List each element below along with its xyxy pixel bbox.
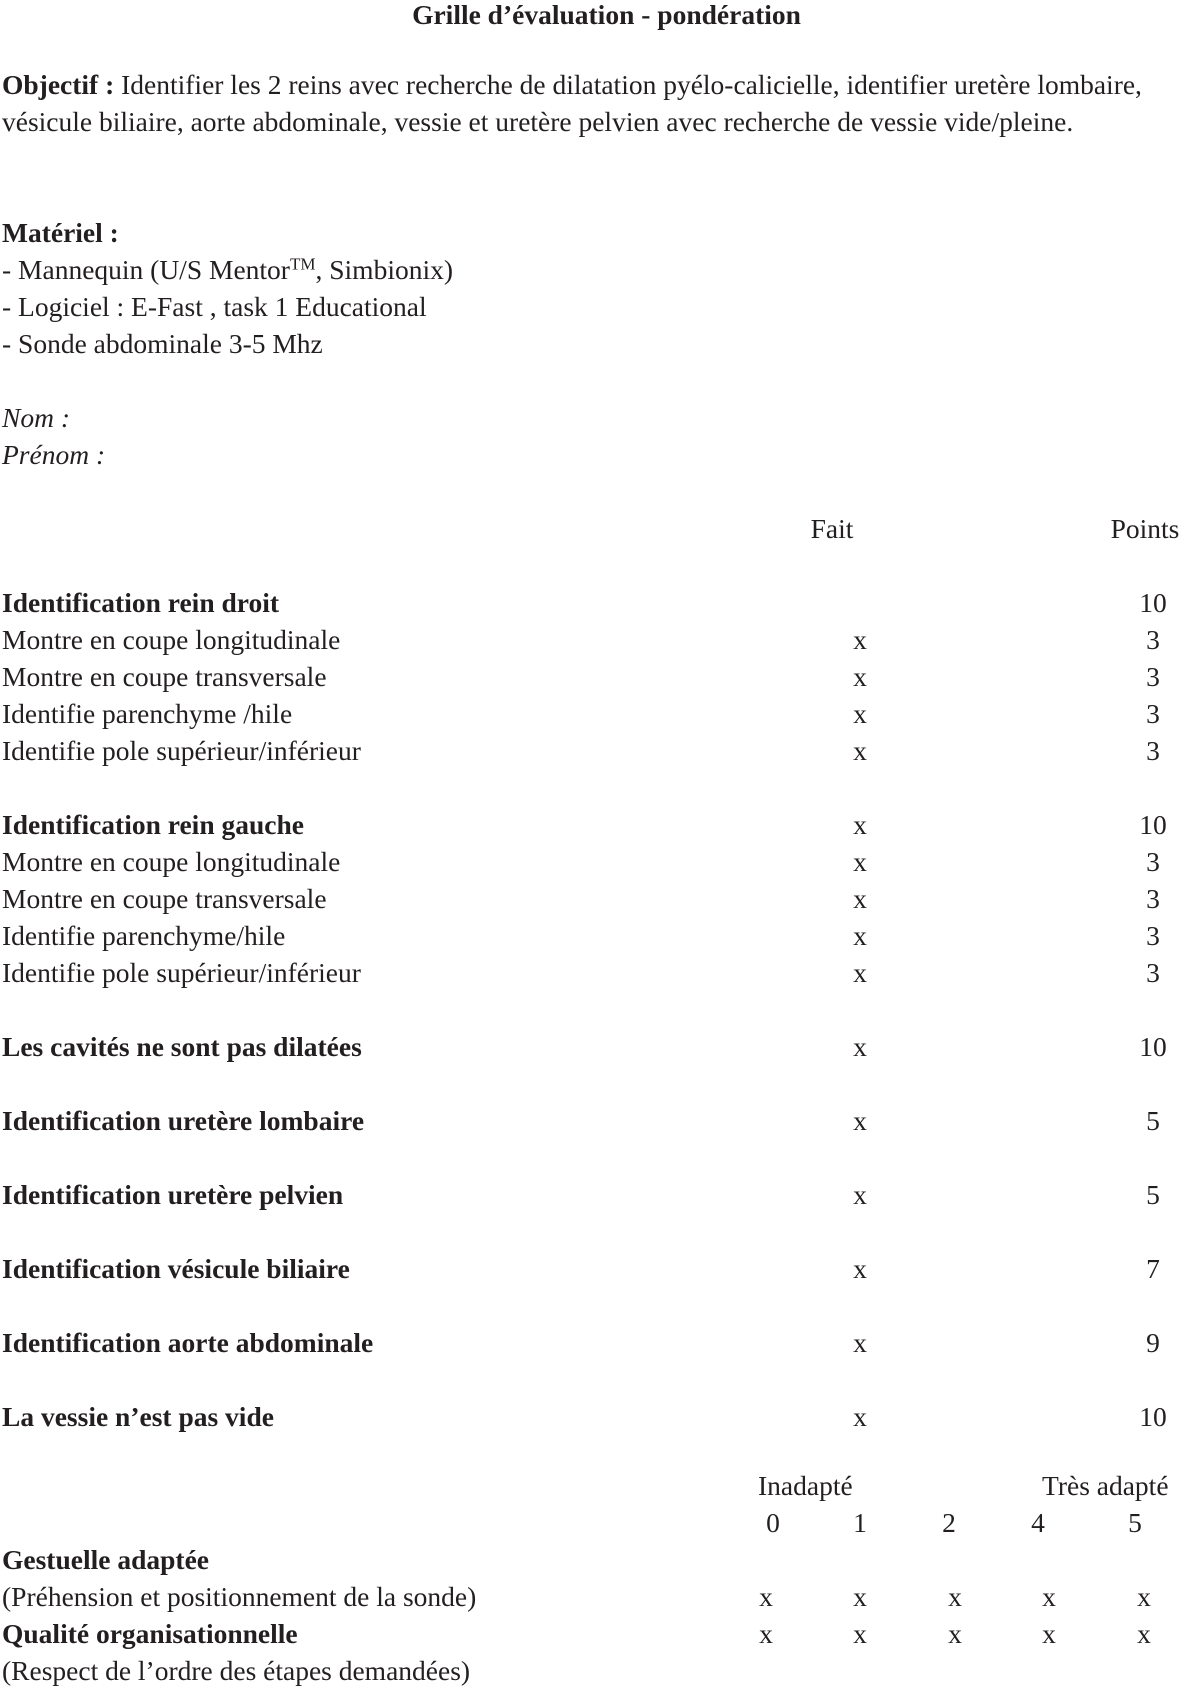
gestuelle-mark-2[interactable]: x (948, 1581, 962, 1612)
criterion-label: Montre en coupe longitudinale (2, 624, 341, 655)
materials-item-mannequin (2, 251, 453, 288)
criterion-label: Montre en coupe transversale (2, 661, 327, 692)
criterion-label: Identification vésicule biliaire (2, 1253, 350, 1284)
criterion-fait-mark[interactable]: x (853, 846, 867, 877)
organisation-mark-0[interactable]: x (759, 1618, 773, 1649)
materials-item-mannequin-brand: , Simbionix) (315, 254, 454, 285)
assessment-gestuelle-title: Gestuelle adaptée (2, 1544, 209, 1575)
criterion-points: 3 (1146, 920, 1160, 951)
organisation-mark-1[interactable]: x (853, 1618, 867, 1649)
criterion-points: 10 (1139, 809, 1167, 840)
prenom-label: Prénom : (2, 439, 106, 470)
materials-label: Matériel : (2, 217, 119, 248)
scale-value-5: 5 (1128, 1507, 1142, 1538)
organisation-mark-2[interactable]: x (948, 1618, 962, 1649)
criterion-label: Identifie pole supérieur/inférieur (2, 957, 361, 988)
scale-value-2: 2 (942, 1507, 956, 1538)
column-header-points: Points (1110, 513, 1180, 544)
criterion-fait-mark[interactable]: x (853, 1179, 867, 1210)
criterion-fait-mark[interactable]: x (853, 1327, 867, 1358)
criterion-points: 3 (1146, 735, 1160, 766)
objective-paragraph (2, 66, 1200, 140)
criterion-fait-mark[interactable]: x (853, 1031, 867, 1062)
criterion-fait-mark[interactable]: x (853, 735, 867, 766)
materials-item-mannequin-text: - Mannequin (U/S Mentor (2, 254, 290, 285)
organisation-mark-5[interactable]: x (1137, 1618, 1151, 1649)
criterion-points: 10 (1139, 587, 1167, 618)
objective-label: Objectif : (2, 69, 115, 100)
gestuelle-mark-1[interactable]: x (853, 1581, 867, 1612)
gestuelle-mark-4[interactable]: x (1042, 1581, 1056, 1612)
criterion-label: Identification aorte abdominale (2, 1327, 374, 1358)
criterion-label: Les cavités ne sont pas dilatées (2, 1031, 362, 1062)
assessment-organisation-title: Qualité organisationnelle (2, 1618, 298, 1649)
criterion-points: 3 (1146, 883, 1160, 914)
criterion-points: 7 (1146, 1253, 1160, 1284)
materials-item-software: - Logiciel : E-Fast , task 1 Educational (2, 291, 427, 322)
gestuelle-mark-5[interactable]: x (1137, 1581, 1151, 1612)
criterion-points: 3 (1146, 846, 1160, 877)
criterion-fait-mark[interactable]: x (853, 920, 867, 951)
criterion-fait-mark[interactable]: x (853, 661, 867, 692)
criterion-fait-mark[interactable]: x (853, 1105, 867, 1136)
criterion-points: 5 (1146, 1105, 1160, 1136)
criterion-points: 3 (1146, 698, 1160, 729)
criterion-label: Identification uretère lombaire (2, 1105, 365, 1136)
column-header-fait: Fait (810, 513, 854, 544)
nom-label: Nom : (2, 402, 70, 433)
criterion-label: Identifie parenchyme/hile (2, 920, 286, 951)
criterion-label: Identifie parenchyme /hile (2, 698, 293, 729)
criterion-label: Montre en coupe longitudinale (2, 846, 341, 877)
organisation-mark-4[interactable]: x (1042, 1618, 1056, 1649)
criterion-label: Montre en coupe transversale (2, 883, 327, 914)
assessment-gestuelle-subtitle: (Préhension et positionnement de la sonde) (2, 1581, 477, 1612)
criterion-label: Identification rein gauche (2, 809, 304, 840)
criterion-label: Identification rein droit (2, 587, 280, 618)
criterion-fait-mark[interactable]: x (853, 809, 867, 840)
assessment-organisation-subtitle: (Respect de l’ordre des étapes demandées) (2, 1655, 471, 1686)
criterion-fait-mark[interactable]: x (853, 698, 867, 729)
criterion-fait-mark[interactable]: x (853, 1401, 867, 1432)
page-title: Grille d’évaluation - pondération (412, 0, 801, 30)
criterion-points: 3 (1146, 661, 1160, 692)
scale-value-1: 1 (853, 1507, 867, 1538)
criterion-label: Identification uretère pelvien (2, 1179, 344, 1210)
criterion-fait-mark[interactable]: x (853, 883, 867, 914)
criterion-fait-mark[interactable]: x (853, 957, 867, 988)
criterion-fait-mark[interactable]: x (853, 1253, 867, 1284)
criterion-fait-mark[interactable]: x (853, 624, 867, 655)
criterion-points: 9 (1146, 1327, 1160, 1358)
materials-item-probe: - Sonde abdominale 3-5 Mhz (2, 328, 323, 359)
gestuelle-mark-0[interactable]: x (759, 1581, 773, 1612)
scale-value-0: 0 (766, 1507, 780, 1538)
criterion-points: 10 (1139, 1401, 1167, 1432)
trademark-superscript: TM (289, 254, 316, 274)
scale-low-label: Inadapté (758, 1470, 853, 1501)
criterion-points: 3 (1146, 624, 1160, 655)
criterion-points: 10 (1139, 1031, 1167, 1062)
scale-value-4: 4 (1031, 1507, 1045, 1538)
scale-high-label: Très adapté (1042, 1470, 1169, 1501)
criterion-label: La vessie n’est pas vide (2, 1401, 274, 1432)
criterion-points: 3 (1146, 957, 1160, 988)
criterion-points: 5 (1146, 1179, 1160, 1210)
criterion-label: Identifie pole supérieur/inférieur (2, 735, 361, 766)
objective-text: Identifier les 2 reins avec recherche de dilatation pyélo-calicielle, identifier uretère lombaire, vésicule biliaire, aorte abdominale, vessie et uretère pelvien avec recherche de vessie vide/pleine. (2, 69, 1142, 137)
